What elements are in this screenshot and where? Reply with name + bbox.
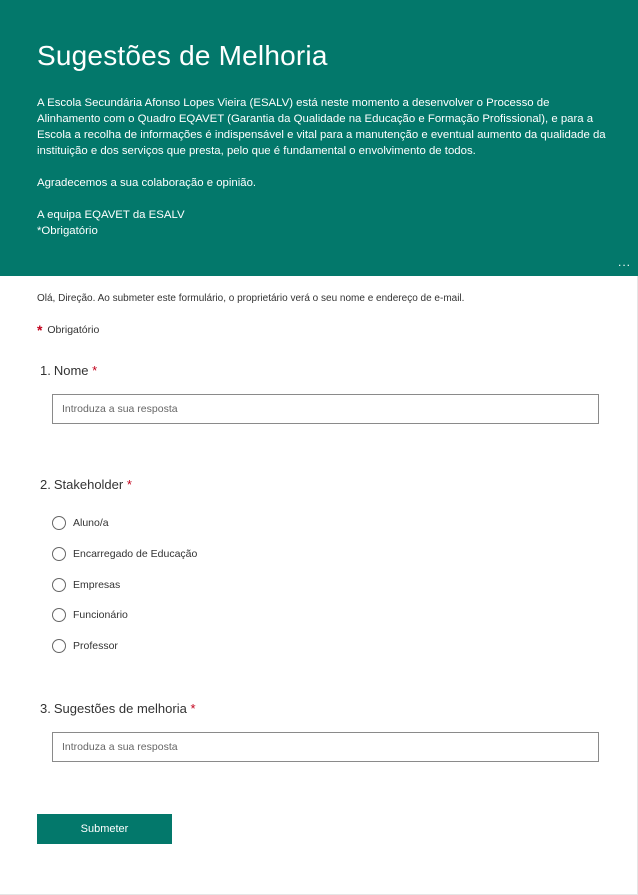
radio-button[interactable] bbox=[52, 547, 66, 561]
radio-button[interactable] bbox=[52, 516, 66, 530]
required-legend bbox=[37, 322, 99, 338]
stakeholder-option-professor[interactable] bbox=[52, 631, 197, 662]
option-label: Funcionário bbox=[73, 609, 128, 622]
question-number: 2. bbox=[40, 477, 51, 492]
question-label: Stakeholder bbox=[53, 477, 124, 492]
stakeholder-option-empresas[interactable] bbox=[52, 569, 197, 600]
description-paragraph: A equipa EQAVET da ESALV bbox=[37, 209, 185, 221]
stakeholder-options bbox=[52, 508, 197, 661]
required-star-icon: * bbox=[92, 363, 98, 378]
form-title: Sugestões de Melhoria bbox=[37, 40, 328, 71]
question-title-sugestoes bbox=[40, 701, 196, 716]
option-label: Professor bbox=[73, 640, 118, 653]
question-title-stakeholder bbox=[40, 477, 132, 492]
description-paragraph: A Escola Secundária Afonso Lopes Vieira (ESALV) está neste momento a desenvolver o Processo de Alinhamento com o Quadro EQAVET (Garantia da Qualidade na Educação e Formação Profissional), e para a Escola a recolha de informações é indispensável e vital para a manutenção e eventual aumento da qualidade da instituição e dos serviços que presta, pelo que é fundamental o envolvimento de todos. bbox=[37, 97, 606, 157]
question-label: Nome bbox=[53, 363, 89, 378]
radio-button[interactable] bbox=[52, 639, 66, 653]
submitter-notice: Olá, Direção. Ao submeter este formulário, o proprietário verá o seu nome e endereço de e-mail. bbox=[37, 293, 465, 304]
more-options-icon[interactable]: ... bbox=[617, 255, 631, 269]
description-paragraph: Agradecemos a sua colaboração e opinião. bbox=[37, 177, 257, 189]
stakeholder-option-aluno[interactable] bbox=[52, 508, 197, 539]
option-label: Encarregado de Educação bbox=[73, 548, 198, 561]
required-star-icon: * bbox=[190, 701, 196, 716]
question-number: 1. bbox=[40, 363, 51, 378]
option-label: Empresas bbox=[73, 578, 121, 591]
option-label: Aluno/a bbox=[73, 517, 109, 530]
radio-button[interactable] bbox=[52, 578, 66, 592]
description-required-note: *Obrigatório bbox=[37, 225, 98, 237]
question-title-nome bbox=[40, 363, 97, 378]
stakeholder-option-funcionario[interactable] bbox=[52, 600, 197, 631]
required-star-icon: * bbox=[126, 477, 132, 492]
question-number: 3. bbox=[40, 701, 51, 716]
stakeholder-option-encarregado[interactable] bbox=[52, 539, 197, 570]
sugestoes-input[interactable] bbox=[52, 732, 599, 762]
required-star-icon: * bbox=[37, 322, 43, 338]
question-label: Sugestões de melhoria bbox=[53, 701, 187, 716]
submit-button[interactable]: Submeter bbox=[37, 814, 172, 844]
radio-button[interactable] bbox=[52, 608, 66, 622]
form-description bbox=[37, 95, 609, 239]
nome-input[interactable] bbox=[52, 394, 599, 424]
required-legend-label: Obrigatório bbox=[47, 324, 100, 336]
form-header bbox=[0, 0, 638, 276]
